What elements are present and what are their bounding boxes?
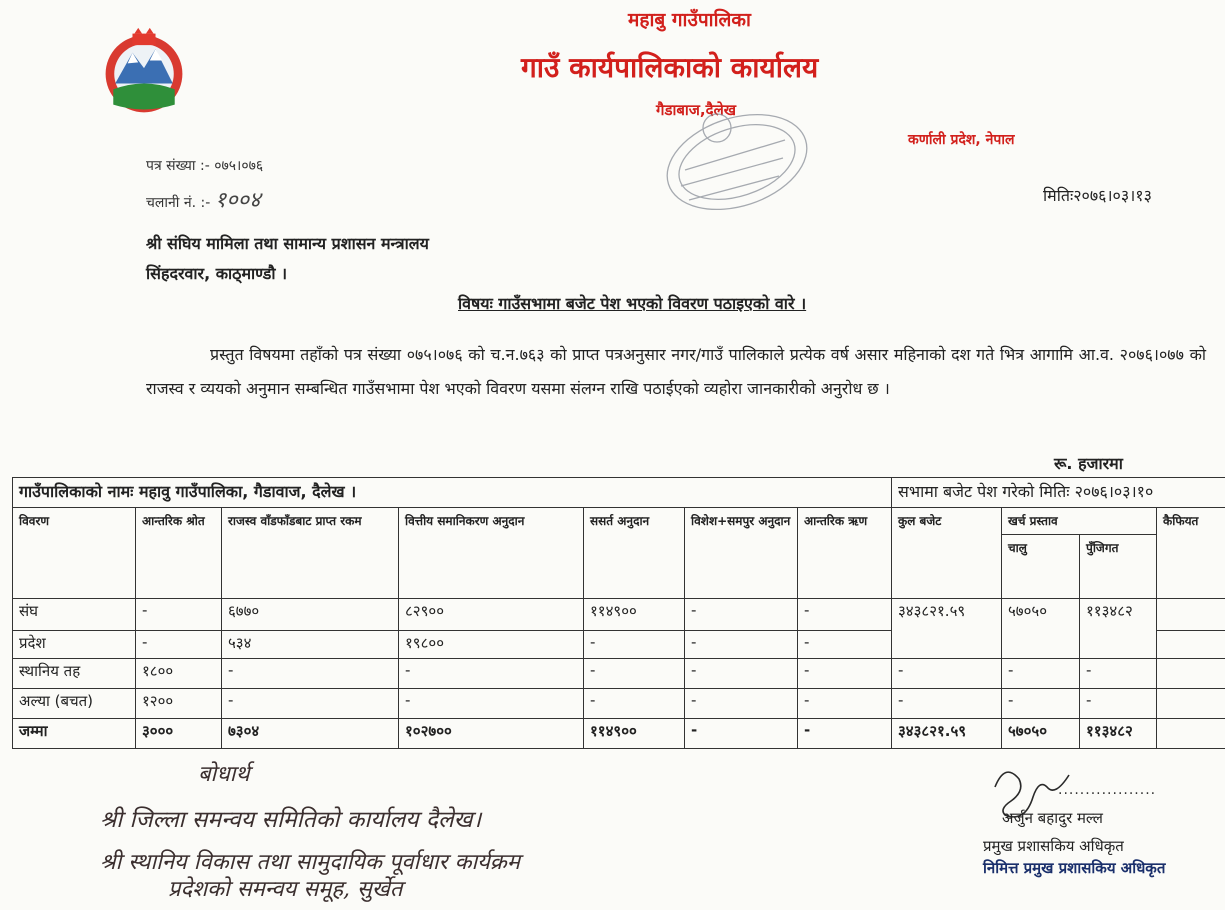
cell-internal: - bbox=[136, 599, 222, 631]
cell-internal: - bbox=[136, 631, 222, 659]
municipality-name: महाबु गाउँपालिका bbox=[628, 9, 751, 31]
header-special-grant: विशेश+समपुर अनुदान bbox=[685, 508, 798, 599]
cell-internal: १२०० bbox=[136, 689, 222, 719]
cell-conditional: ११४९०० bbox=[584, 719, 685, 749]
cell-internal: ३००० bbox=[136, 719, 222, 749]
cell-fiscal: - bbox=[399, 689, 584, 719]
cell-internal: १८०० bbox=[136, 659, 222, 689]
cell-current: ५७०५० bbox=[1002, 719, 1080, 749]
cell-capital: - bbox=[1080, 659, 1157, 689]
cell-fiscal: १०२७०० bbox=[399, 719, 584, 749]
row-label: प्रदेश bbox=[13, 631, 136, 659]
cell-revenue: ६७७० bbox=[222, 599, 399, 631]
cell-loan: - bbox=[798, 689, 892, 719]
cell-fiscal: - bbox=[399, 659, 584, 689]
cell-loan: - bbox=[798, 659, 892, 689]
header-total-budget: कुल बजेट bbox=[892, 508, 1002, 599]
cell-remarks bbox=[1157, 719, 1225, 749]
table-row bbox=[13, 689, 1225, 719]
row-label: संघ bbox=[13, 599, 136, 631]
signatory-stamp: निमित्त प्रमुख प्रशासकिय अधिकृत bbox=[983, 859, 1166, 877]
cell-special: - bbox=[685, 659, 798, 689]
cell-revenue: ७३०४ bbox=[222, 719, 399, 749]
cell-revenue: - bbox=[222, 689, 399, 719]
cell-revenue: - bbox=[222, 659, 399, 689]
cell-total-budget: - bbox=[892, 659, 1002, 689]
subject-line: विषयः गाउँसभामा बजेट पेश भएको विवरण पठाइएको वारे । bbox=[458, 294, 807, 313]
header-expenditure: खर्च प्रस्ताव bbox=[1002, 508, 1157, 535]
cell-loan: - bbox=[798, 599, 892, 631]
office-title: गाउँ कार्यपालिकाको कार्यालय bbox=[521, 51, 819, 84]
dispatch-label: चलानी नं. :- bbox=[146, 195, 211, 211]
cell-special: - bbox=[685, 689, 798, 719]
cell-revenue: ५३४ bbox=[222, 631, 399, 659]
cell-special: - bbox=[685, 631, 798, 659]
cell-remarks bbox=[1157, 659, 1225, 689]
cell-conditional: - bbox=[584, 631, 685, 659]
unit-label: रू. हजारमा bbox=[1054, 454, 1123, 473]
municipality-name-cell: गाउँपालिकाको नामः महावु गाउँपालिका, गैडावाज, दैलेख । bbox=[13, 478, 892, 508]
letter-number: पत्र संख्या :- ०७५।०७६ bbox=[146, 158, 264, 174]
dispatch-number-row bbox=[146, 184, 261, 214]
header-internal-source: आन्तरिक श्रोत bbox=[136, 508, 222, 599]
body-paragraph: प्रस्तुत विषयमा तहाँको पत्र संख्या ०७५।०७६ को च.न.७६३ को प्राप्त पत्रअनुसार नगर/गाउँ पालिकाले प्रत्येक वर्ष असार महिनाको दश गते भित्र आगामि आ.व. २०७६।०७७ को राजस्व र व्ययको अनुमान सम्बन्धित गाउँसभामा पेश भएको विवरण यसमा संलग्न राखि पठाईएको व्यहोरा जानकारीको अनुरोध छ । bbox=[146, 345, 1206, 398]
cell-capital: ११३४८२ bbox=[1080, 599, 1157, 659]
cell-conditional: ११४९०० bbox=[584, 599, 685, 631]
header-revenue-share: राजस्व वाँडफाँडबाट प्राप्त रकम bbox=[222, 508, 399, 599]
cc-line-1: श्री जिल्ला समन्वय समितिको कार्यालय दैलेख। bbox=[100, 807, 482, 833]
cell-fiscal: १९८०० bbox=[399, 631, 584, 659]
cell-total-budget: - bbox=[892, 689, 1002, 719]
table-title-row bbox=[13, 478, 1225, 508]
cell-current: ५७०५० bbox=[1002, 599, 1080, 659]
office-stamp-icon bbox=[655, 100, 815, 220]
row-label: अल्या (बचत) bbox=[13, 689, 136, 719]
cell-loan: - bbox=[798, 631, 892, 659]
budget-table bbox=[12, 477, 1225, 749]
table-total-row bbox=[13, 719, 1225, 749]
table-row bbox=[13, 599, 1225, 631]
header-capital: पुँजिगत bbox=[1080, 535, 1157, 599]
header-internal-loan: आन्तरिक ऋण bbox=[798, 508, 892, 599]
meeting-date-cell: सभामा बजेट पेश गरेको मितिः २०७६।०३।१० bbox=[892, 478, 1225, 508]
cell-remarks bbox=[1157, 689, 1225, 719]
recipient-line-1: श्री संघिय मामिला तथा सामान्य प्रशासन मन्त्रालय bbox=[146, 234, 429, 253]
cell-conditional: - bbox=[584, 689, 685, 719]
table-header-row bbox=[13, 508, 1225, 535]
cell-current: - bbox=[1002, 659, 1080, 689]
cell-current: - bbox=[1002, 689, 1080, 719]
signature-line: .................. bbox=[1058, 782, 1157, 798]
header-fiscal-equalization: वित्तीय समानिकरण अनुदान bbox=[399, 508, 584, 599]
cell-capital: - bbox=[1080, 689, 1157, 719]
header-current: चालु bbox=[1002, 535, 1080, 599]
cell-remarks bbox=[1157, 599, 1225, 631]
cell-special: - bbox=[685, 719, 798, 749]
recipient-line-2: सिंहदरवार, काठ्माण्डौ । bbox=[146, 264, 288, 283]
cell-fiscal: ८२९०० bbox=[399, 599, 584, 631]
nepal-emblem-icon bbox=[96, 24, 192, 120]
signatory-post: प्रमुख प्रशासकिय अधिकृत bbox=[983, 837, 1124, 855]
row-label: जम्मा bbox=[13, 719, 136, 749]
table-row bbox=[13, 659, 1225, 689]
dispatch-number: १००४ bbox=[214, 188, 261, 213]
cc-line-3: प्रदेशको समन्वय समूह, सुर्खेत bbox=[168, 877, 403, 902]
cell-special: - bbox=[685, 599, 798, 631]
cell-conditional: - bbox=[584, 659, 685, 689]
cell-capital: ११३४८२ bbox=[1080, 719, 1157, 749]
cell-total-budget: ३४३८२१.५९ bbox=[892, 719, 1002, 749]
header-conditional-grant: ससर्त अनुदान bbox=[584, 508, 685, 599]
cell-total-budget: ३४३८२१.५९ bbox=[892, 599, 1002, 659]
header-remarks: कैफियत bbox=[1157, 508, 1225, 599]
province-name: कर्णाली प्रदेश, नेपाल bbox=[908, 132, 1015, 148]
letter-date: मितिः२०७६।०३।१३ bbox=[1043, 186, 1152, 205]
cc-title: बोधार्थ bbox=[198, 762, 250, 787]
row-label: स्थानिय तह bbox=[13, 659, 136, 689]
cell-remarks bbox=[1157, 631, 1225, 659]
cc-line-2: श्री स्थानिय विकास तथा सामुदायिक पूर्वाधार कार्यक्रम bbox=[100, 850, 520, 875]
cell-loan: - bbox=[798, 719, 892, 749]
office-place: गैडाबाज,दैलेख bbox=[656, 101, 737, 119]
header-description: विवरण bbox=[13, 508, 136, 599]
signatory-name: अर्जुन बहादुर मल्ल bbox=[1002, 809, 1103, 827]
